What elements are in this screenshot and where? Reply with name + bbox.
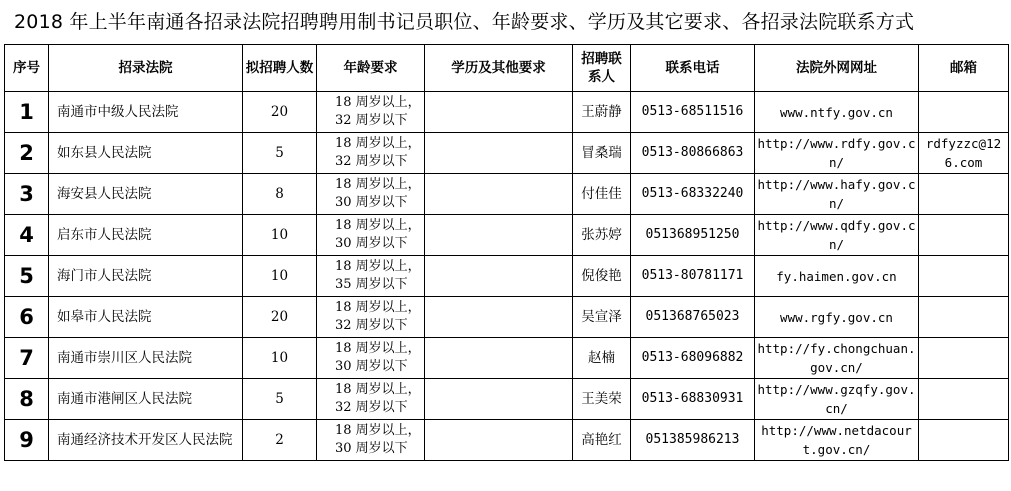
row-index: 2	[5, 133, 49, 174]
header-court: 招录法院	[49, 45, 243, 92]
recruit-count: 5	[243, 379, 317, 420]
age-max: 32 周岁以下	[335, 400, 408, 415]
row-index: 7	[5, 338, 49, 379]
website-url: www.ntfy.gov.cn	[755, 92, 919, 133]
court-name: 南通市港闸区人民法院	[49, 379, 243, 420]
website-url: http://www.gzqfy.gov.cn/	[755, 379, 919, 420]
table-row	[5, 297, 1009, 338]
phone-number: 051368765023	[631, 297, 755, 338]
court-name: 南通市中级人民法院	[49, 92, 243, 133]
phone-number: 0513-80781171	[631, 256, 755, 297]
header-index: 序号	[5, 45, 49, 92]
row-index: 5	[5, 256, 49, 297]
age-max: 32 周岁以下	[335, 113, 408, 128]
age-min: 18 周岁以上，	[335, 423, 421, 438]
contact-person: 吴宣泽	[573, 297, 631, 338]
email-address	[919, 338, 1009, 379]
recruit-count: 8	[243, 174, 317, 215]
age-requirement	[317, 420, 425, 461]
age-requirement	[317, 256, 425, 297]
recruit-count: 2	[243, 420, 317, 461]
table-row	[5, 338, 1009, 379]
court-name: 如东县人民法院	[49, 133, 243, 174]
recruit-count: 10	[243, 215, 317, 256]
table-row	[5, 174, 1009, 215]
phone-number: 051385986213	[631, 420, 755, 461]
age-max: 30 周岁以下	[335, 236, 408, 251]
contact-person: 王美荣	[573, 379, 631, 420]
row-index: 1	[5, 92, 49, 133]
contact-person: 张苏婷	[573, 215, 631, 256]
website-url: http://www.netdacourt.gov.cn/	[755, 420, 919, 461]
contact-person: 赵楠	[573, 338, 631, 379]
header-age: 年龄要求	[317, 45, 425, 92]
age-min: 18 周岁以上，	[335, 136, 421, 151]
education-requirement	[425, 92, 573, 133]
phone-number: 051368951250	[631, 215, 755, 256]
age-max: 32 周岁以下	[335, 318, 408, 333]
table-row	[5, 92, 1009, 133]
age-requirement	[317, 133, 425, 174]
recruit-count: 5	[243, 133, 317, 174]
age-requirement	[317, 174, 425, 215]
age-min: 18 周岁以上，	[335, 218, 421, 233]
court-name: 启东市人民法院	[49, 215, 243, 256]
email-address	[919, 420, 1009, 461]
court-name: 南通市崇川区人民法院	[49, 338, 243, 379]
age-min: 18 周岁以上，	[335, 177, 421, 192]
header-row	[5, 45, 1009, 92]
age-max: 30 周岁以下	[335, 359, 408, 374]
education-requirement	[425, 297, 573, 338]
email-address: rdfyzzc@126.com	[919, 133, 1009, 174]
phone-number: 0513-68830931	[631, 379, 755, 420]
recruit-count: 20	[243, 92, 317, 133]
recruit-count: 10	[243, 338, 317, 379]
website-url: http://www.rdfy.gov.cn/	[755, 133, 919, 174]
contact-person: 付佳佳	[573, 174, 631, 215]
phone-number: 0513-68511516	[631, 92, 755, 133]
court-name: 如皋市人民法院	[49, 297, 243, 338]
education-requirement	[425, 215, 573, 256]
website-url: www.rgfy.gov.cn	[755, 297, 919, 338]
header-education: 学历及其他要求	[425, 45, 573, 92]
age-max: 30 周岁以下	[335, 441, 408, 456]
education-requirement	[425, 379, 573, 420]
row-index: 9	[5, 420, 49, 461]
age-min: 18 周岁以上，	[335, 259, 421, 274]
document-title: 2018 年上半年南通各招录法院招聘聘用制书记员职位、年龄要求、学历及其它要求、各招录法院联系方式	[14, 11, 915, 33]
table-row	[5, 215, 1009, 256]
age-requirement	[317, 379, 425, 420]
age-min: 18 周岁以上，	[335, 95, 421, 110]
education-requirement	[425, 420, 573, 461]
email-address	[919, 297, 1009, 338]
recruitment-table	[4, 44, 1009, 461]
table-row	[5, 256, 1009, 297]
website-url: http://www.hafy.gov.cn/	[755, 174, 919, 215]
age-max: 32 周岁以下	[335, 154, 408, 169]
website-url: fy.haimen.gov.cn	[755, 256, 919, 297]
email-address	[919, 174, 1009, 215]
email-address	[919, 379, 1009, 420]
age-min: 18 周岁以上，	[335, 300, 421, 315]
header-phone: 联系电话	[631, 45, 755, 92]
phone-number: 0513-68096882	[631, 338, 755, 379]
education-requirement	[425, 133, 573, 174]
header-email: 邮箱	[919, 45, 1009, 92]
email-address	[919, 215, 1009, 256]
contact-person: 冒桑瑞	[573, 133, 631, 174]
court-name: 海门市人民法院	[49, 256, 243, 297]
header-count: 拟招聘人数	[243, 45, 317, 92]
court-name: 海安县人民法院	[49, 174, 243, 215]
table-row	[5, 133, 1009, 174]
website-url: http://fy.chongchuan.gov.cn/	[755, 338, 919, 379]
website-url: http://www.qdfy.gov.cn/	[755, 215, 919, 256]
recruit-count: 10	[243, 256, 317, 297]
court-name: 南通经济技术开发区人民法院	[49, 420, 243, 461]
age-min: 18 周岁以上，	[335, 382, 421, 397]
age-max: 30 周岁以下	[335, 195, 408, 210]
table-row	[5, 379, 1009, 420]
phone-number: 0513-80866863	[631, 133, 755, 174]
age-requirement	[317, 92, 425, 133]
age-requirement	[317, 297, 425, 338]
contact-person: 高艳红	[573, 420, 631, 461]
education-requirement	[425, 174, 573, 215]
row-index: 6	[5, 297, 49, 338]
header-website: 法院外网网址	[755, 45, 919, 92]
recruit-count: 20	[243, 297, 317, 338]
age-requirement	[317, 338, 425, 379]
phone-number: 0513-68332240	[631, 174, 755, 215]
row-index: 3	[5, 174, 49, 215]
education-requirement	[425, 338, 573, 379]
table-row	[5, 420, 1009, 461]
email-address	[919, 256, 1009, 297]
education-requirement	[425, 256, 573, 297]
age-max: 35 周岁以下	[335, 277, 408, 292]
row-index: 4	[5, 215, 49, 256]
email-address	[919, 92, 1009, 133]
age-min: 18 周岁以上，	[335, 341, 421, 356]
header-contact: 招聘联系人	[573, 45, 631, 92]
age-requirement	[317, 215, 425, 256]
row-index: 8	[5, 379, 49, 420]
contact-person: 倪俊艳	[573, 256, 631, 297]
contact-person: 王蔚静	[573, 92, 631, 133]
